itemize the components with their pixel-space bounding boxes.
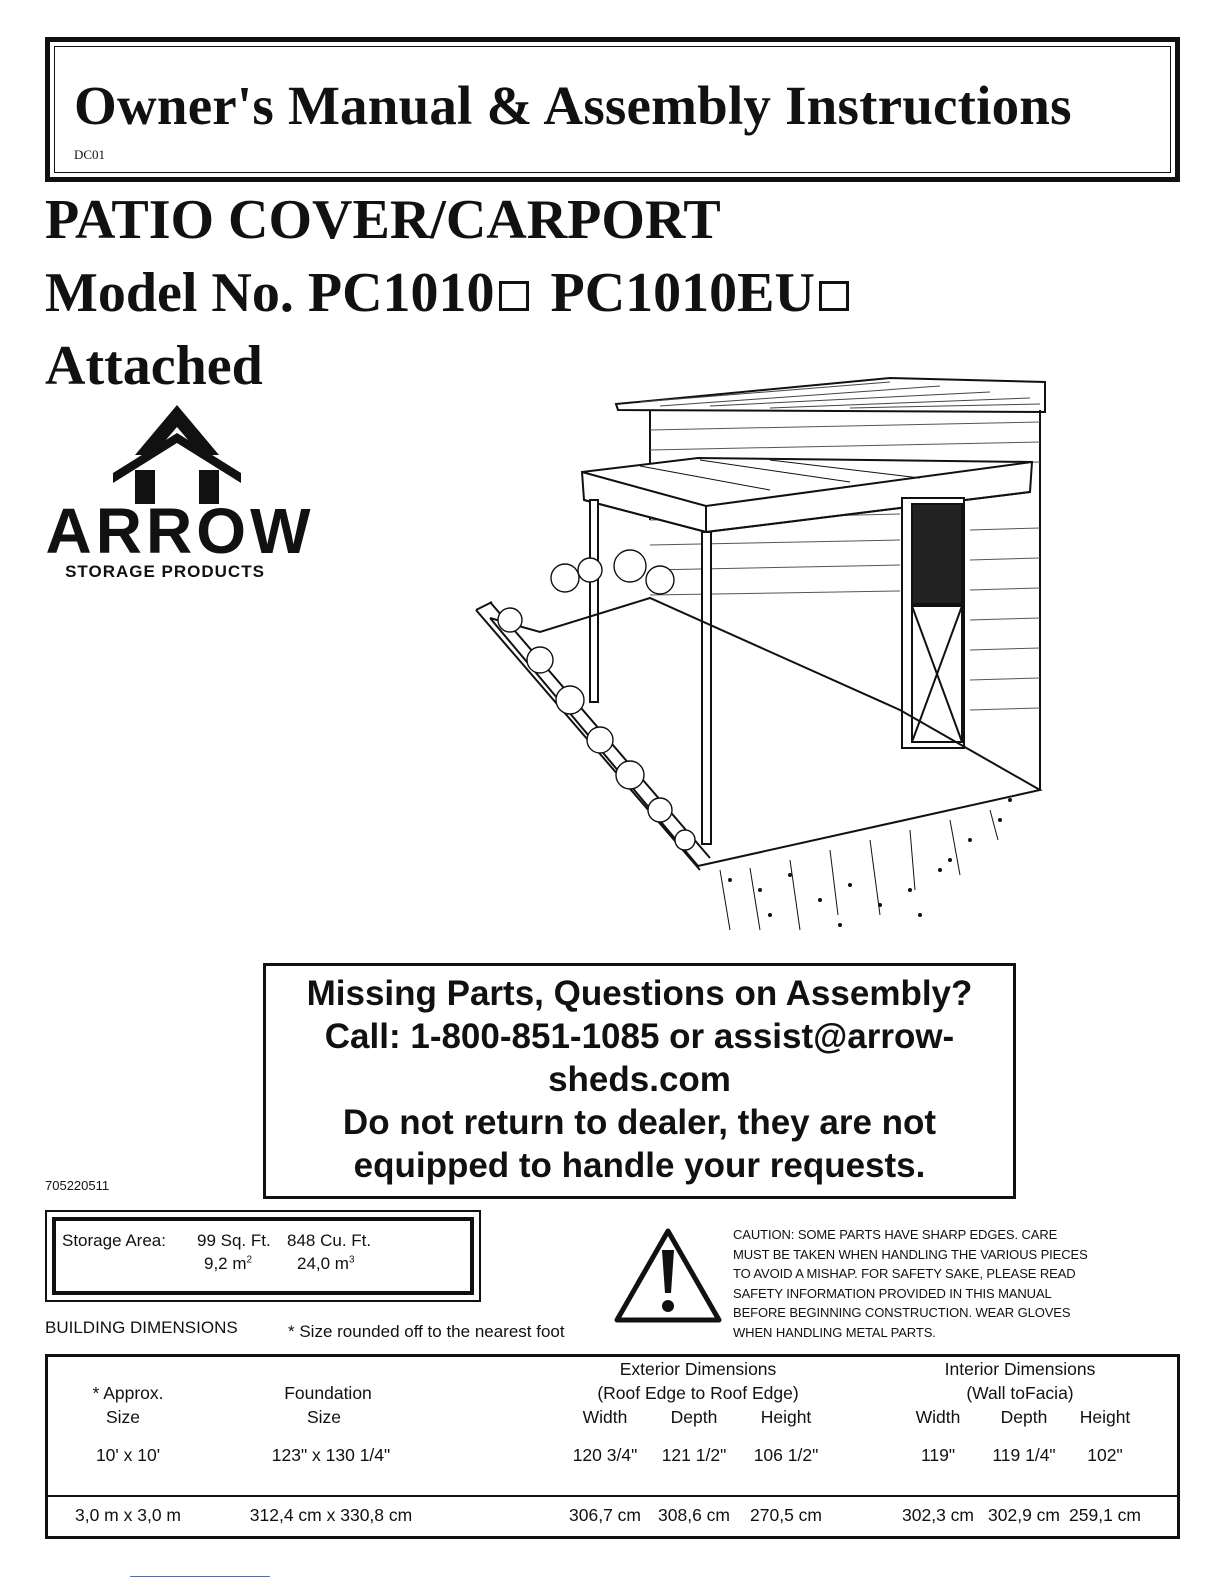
model-1: PC1010 — [307, 262, 495, 324]
caution-line: WHEN HANDLING METAL PARTS. — [733, 1324, 936, 1340]
storage-sq-m: 9,2 $m^2$ — [204, 1254, 253, 1273]
help-line: equipped to handle your requests. — [353, 1146, 926, 1185]
help-box — [263, 963, 1016, 1199]
logo-brand: ARROW — [45, 495, 311, 567]
building-dimensions-label: BUILDING DIMENSIONS — [45, 1318, 238, 1337]
document-code: DC01 — [74, 147, 106, 162]
help-contact-line[interactable]: Call: 1-800-851-1085 or assist@arrow- — [324, 1017, 955, 1056]
int-height-header: Height — [1079, 1407, 1131, 1427]
imperial-ext-depth: 121 1/2" — [661, 1445, 727, 1465]
link-underline[interactable] — [130, 1576, 270, 1577]
metric-ext-width: 306,7 cm — [569, 1505, 641, 1525]
dimensions-table — [45, 1354, 1180, 1539]
storage-cu-ft: 848 Cu. Ft. — [287, 1231, 372, 1250]
help-contact-line[interactable]: sheds.com — [548, 1060, 731, 1099]
ext-height-header: Height — [760, 1407, 812, 1427]
table-divider — [48, 1495, 1177, 1497]
metric-foundation: 312,4 cm x 330,8 cm — [249, 1505, 413, 1525]
product-name: PATIO COVER/CARPORT — [45, 189, 721, 251]
imperial-size: 10' x 10' — [95, 1445, 161, 1465]
logo-tagline: STORAGE PRODUCTS — [65, 562, 265, 580]
metric-ext-depth: 308,6 cm — [658, 1505, 730, 1525]
manual-title: Owner's Manual & Assembly Instructions — [74, 75, 1072, 136]
approx-size-header: Size — [105, 1407, 141, 1427]
interior-header: Interior Dimensions — [944, 1359, 1096, 1379]
caution-line: TO AVOID A MISHAP. FOR SAFETY SAKE, PLEASE READ — [733, 1266, 1076, 1281]
ext-depth-header: Depth — [670, 1407, 718, 1427]
model-1-checkbox[interactable] — [499, 281, 529, 311]
caution-line: BEFORE BEGINNING CONSTRUCTION. WEAR GLOVES — [733, 1305, 1071, 1320]
caution-line: CAUTION: SOME PARTS HAVE SHARP EDGES. CARE — [733, 1227, 1058, 1242]
caution-line: MUST BE TAKEN WHEN HANDLING THE VARIOUS PIECES — [733, 1246, 1088, 1262]
patio-cover-illustration — [470, 370, 1050, 945]
model-2: PC1010EU — [550, 262, 815, 324]
exterior-header: Exterior Dimensions — [619, 1359, 777, 1379]
approx-size-header: * Approx. — [92, 1383, 164, 1403]
help-line: Missing Parts, Questions on Assembly? — [306, 974, 973, 1013]
foundation-header: Foundation — [284, 1383, 372, 1403]
rounded-note: * Size rounded off to the nearest foot — [288, 1322, 565, 1341]
interior-header: (Wall toFacia) — [966, 1383, 1074, 1403]
title-box — [45, 37, 1180, 182]
imperial-ext-height: 106 1/2" — [753, 1445, 819, 1465]
help-line: Do not return to dealer, they are not — [342, 1103, 937, 1142]
metric-size: 3,0 m x 3,0 m — [74, 1505, 182, 1525]
storage-area-box — [45, 1210, 481, 1302]
exterior-header: (Roof Edge to Roof Edge) — [597, 1383, 799, 1403]
storage-area-inner-border — [52, 1217, 474, 1295]
model-prefix: Model No. — [45, 262, 294, 324]
imperial-int-width: 119" — [920, 1445, 956, 1465]
storage-cu-m: 24,0 $m^3$ — [297, 1254, 355, 1273]
product-type: Attached — [45, 335, 263, 397]
house-roof-icon — [113, 405, 241, 504]
model-number-line — [45, 262, 857, 324]
model-2-checkbox[interactable] — [819, 281, 849, 311]
storage-sq-ft: 99 Sq. Ft. — [197, 1231, 271, 1250]
metric-ext-height: 270,5 cm — [750, 1505, 822, 1525]
imperial-int-depth: 119 1/4" — [992, 1445, 1056, 1465]
metric-int-height: 259,1 cm — [1069, 1505, 1141, 1525]
metric-int-depth: 302,9 cm — [988, 1505, 1060, 1525]
storage-label: Storage Area: — [62, 1231, 166, 1250]
int-width-header: Width — [915, 1407, 961, 1427]
arrow-logo — [45, 405, 315, 580]
caution-text — [733, 1225, 1113, 1342]
foundation-header: Size — [306, 1407, 342, 1427]
imperial-int-height: 102" — [1087, 1445, 1123, 1465]
imperial-foundation: 123" x 130 1/4" — [271, 1445, 391, 1465]
ext-width-header: Width — [582, 1407, 628, 1427]
caution-line: SAFETY INFORMATION PROVIDED IN THIS MANUAL — [733, 1285, 1052, 1301]
warning-triangle-icon — [614, 1228, 722, 1324]
document-number: 705220511 — [45, 1178, 110, 1193]
metric-int-width: 302,3 cm — [902, 1505, 974, 1525]
int-depth-header: Depth — [1000, 1407, 1048, 1427]
imperial-ext-width: 120 3/4" — [572, 1445, 638, 1465]
